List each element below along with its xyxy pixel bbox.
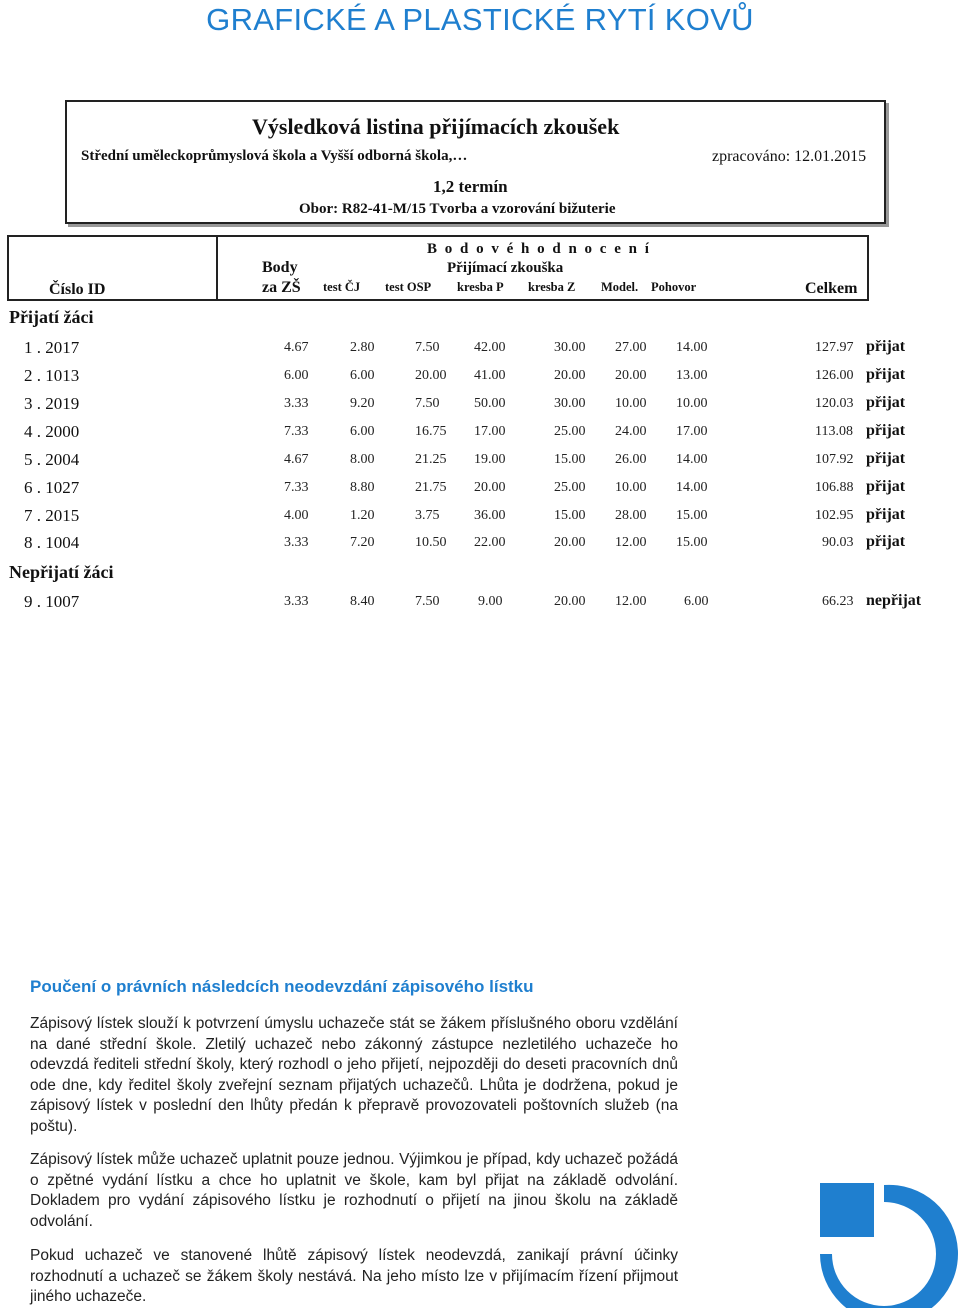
cell-test-cj: 6.00 [350, 424, 375, 439]
exam-group-subtitle: Přijímací zkouška [447, 260, 564, 276]
cell-test-cj: 8.80 [350, 480, 375, 495]
cell-body-zs: 7.33 [284, 424, 309, 439]
table-row [0, 506, 960, 530]
cell-pohovor: 13.00 [676, 368, 708, 383]
cell-model: 12.00 [615, 594, 647, 609]
section-accepted: Přijatí žáci [9, 307, 94, 327]
cell-test-cj: 8.00 [350, 452, 375, 467]
cell-kresba-z: 15.00 [554, 508, 586, 523]
results-title: Výsledková listina přijímacích zkoušek [252, 114, 620, 139]
cell-body-zs: 3.33 [284, 535, 309, 550]
cell-test-cj: 2.80 [350, 340, 375, 355]
cell-body-zs: 3.33 [284, 396, 309, 411]
cell-pohovor: 14.00 [676, 452, 708, 467]
cell-pohovor: 17.00 [676, 424, 708, 439]
cell-kresba-z: 20.00 [554, 535, 586, 550]
cell-kresba-p: 20.00 [474, 480, 506, 495]
notice-paragraph-1: Zápisový lístek slouží k potvrzení úmyslu uchazeče stát se žákem příslušného oboru vzdělání na dané střední škole. Zletilý uchazeč nebo zákonný zástupce nezletilého uchazeče ho odevzdá řediteli střední školy, který rozhodl o jeho přijetí, nejpozději do deseti pracovních dnů ode dne, kdy ředitel školy zveřejní seznam přijatých uchazečů. Lhůta je dodržena, pokud je zápisový lístek v poslední den lhůty předán k přepravě provozovateli poštovních služeb (na poštu). [30, 1015, 678, 1135]
cell-result: přijat [866, 422, 906, 439]
notice-title: Poučení o právních následcích neodevzdání zápisového lístku [30, 977, 534, 996]
cell-model: 10.00 [615, 396, 647, 411]
cell-model: 28.00 [615, 508, 647, 523]
cell-kresba-p: 42.00 [474, 340, 506, 355]
cell-total: 102.95 [815, 508, 854, 523]
cell-result: přijat [866, 506, 906, 523]
row-id: 5 . 2004 [24, 450, 80, 469]
cell-kresba-z: 30.00 [554, 340, 586, 355]
cell-kresba-z: 20.00 [554, 368, 586, 383]
cell-kresba-p: 36.00 [474, 508, 506, 523]
col-celkem: Celkem [805, 280, 858, 297]
cell-pohovor: 10.00 [676, 396, 708, 411]
section-rejected: Nepřijatí žáci [9, 562, 114, 582]
cell-total: 127.97 [815, 340, 854, 355]
table-row [0, 338, 960, 362]
col-id: Číslo ID [49, 281, 106, 298]
cell-total: 120.03 [815, 396, 854, 411]
cell-test-osp: 3.75 [415, 508, 440, 523]
cell-total: 113.08 [815, 424, 853, 439]
cell-pohovor: 14.00 [676, 340, 708, 355]
table-row [0, 394, 960, 418]
cell-total: 90.03 [822, 535, 854, 550]
cell-test-cj: 8.40 [350, 594, 375, 609]
cell-pohovor: 15.00 [676, 535, 708, 550]
cell-kresba-z: 20.00 [554, 594, 586, 609]
cell-kresba-z: 15.00 [554, 452, 586, 467]
cell-body-zs: 4.00 [284, 508, 309, 523]
processed-date: zpracováno: 12.01.2015 [712, 148, 867, 165]
table-row [0, 422, 960, 446]
col-test-osp: test OSP [385, 280, 432, 294]
cell-body-zs: 4.67 [284, 340, 309, 355]
cell-test-osp: 21.25 [415, 452, 447, 467]
cell-test-osp: 21.75 [415, 480, 447, 495]
cell-test-osp: 16.75 [415, 424, 447, 439]
cell-test-osp: 7.50 [415, 594, 440, 609]
cell-test-osp: 7.50 [415, 340, 440, 355]
results-header-box [65, 100, 886, 224]
cell-result: nepřijat [866, 592, 922, 609]
cell-result: přijat [866, 450, 906, 467]
table-row [0, 592, 960, 616]
cell-model: 10.00 [615, 480, 647, 495]
cell-test-cj: 6.00 [350, 368, 375, 383]
col-pohovor: Pohovor [651, 280, 697, 294]
cell-kresba-p: 41.00 [474, 368, 506, 383]
row-id: 2 . 1013 [24, 366, 80, 385]
cell-kresba-p: 22.00 [474, 535, 506, 550]
field-label: Obor: R82-41-M/15 Tvorba a vzorování bižuterie [299, 201, 616, 217]
col-test-cj: test ČJ [323, 280, 361, 294]
cell-model: 24.00 [615, 424, 647, 439]
cell-test-osp: 7.50 [415, 396, 440, 411]
cell-kresba-p: 19.00 [474, 452, 506, 467]
cell-model: 26.00 [615, 452, 647, 467]
page-title: GRAFICKÉ A PLASTICKÉ RYTÍ KOVŮ [206, 2, 754, 37]
col-body-line1: Body [262, 259, 298, 276]
cell-result: přijat [866, 394, 906, 411]
row-id: 4 . 2000 [24, 422, 80, 441]
cell-result: přijat [866, 366, 906, 383]
cell-result: přijat [866, 533, 906, 550]
school-name: Střední uměleckoprůmyslová škola a Vyšší odborná škola,… [81, 148, 468, 164]
col-kresba-p: kresba P [457, 280, 504, 294]
cell-kresba-p: 9.00 [478, 594, 503, 609]
cell-kresba-p: 50.00 [474, 396, 506, 411]
row-id: 6 . 1027 [24, 478, 80, 497]
cell-test-cj: 7.20 [350, 535, 375, 550]
cell-test-osp: 20.00 [415, 368, 447, 383]
cell-test-cj: 1.20 [350, 508, 375, 523]
cell-body-zs: 3.33 [284, 594, 309, 609]
cell-result: přijat [866, 338, 906, 355]
row-id: 1 . 2017 [24, 338, 80, 357]
row-id: 9 . 1007 [24, 592, 80, 611]
cell-body-zs: 4.67 [284, 452, 309, 467]
cell-body-zs: 7.33 [284, 480, 309, 495]
cell-result: přijat [866, 478, 906, 495]
col-kresba-z: kresba Z [528, 280, 576, 294]
notice-paragraph-3: Pokud uchazeč ve stanovené lhůtě zápisový lístek neodevzdá, zanikají právní účinky rozhodnutí a uchazeč se žákem školy nestává. Na jeho místo lze v přijímacím řízení přijmout jiného uchazeče. [30, 1247, 678, 1305]
table-row [0, 366, 960, 390]
cell-total: 107.92 [815, 452, 854, 467]
column-divider [216, 237, 218, 299]
cell-model: 12.00 [615, 535, 647, 550]
cell-pohovor: 6.00 [684, 594, 709, 609]
cell-body-zs: 6.00 [284, 368, 309, 383]
cell-model: 27.00 [615, 340, 647, 355]
cell-kresba-z: 25.00 [554, 480, 586, 495]
cell-kresba-p: 17.00 [474, 424, 506, 439]
table-row [0, 478, 960, 502]
notice-paragraph-2: Zápisový lístek může uchazeč uplatnit pouze jednou. Výjimkou je případ, kdy uchazeč požádá o zpětné vydání lístku a chce ho uplatnit ve škole, kam byl přijat na základě odvolání. Dokladem pro vydání zápisového lístku je rozhodnutí o přijetí na jinou školu na základě odvolání. [30, 1151, 678, 1230]
cell-total: 66.23 [822, 594, 854, 609]
scoring-group-title: B o d o v é h o d n o c e n í [427, 241, 651, 257]
cell-test-cj: 9.20 [350, 396, 375, 411]
col-body-line2: za ZŠ [262, 279, 301, 296]
row-id: 7 . 2015 [24, 506, 80, 525]
col-model: Model. [601, 280, 639, 294]
table-row [0, 450, 960, 474]
term-label: 1,2 termín [433, 177, 508, 196]
row-id: 8 . 1004 [24, 533, 80, 552]
cell-pohovor: 14.00 [676, 480, 708, 495]
cell-total: 126.00 [815, 368, 854, 383]
row-id: 3 . 2019 [24, 394, 80, 413]
cell-test-osp: 10.50 [415, 535, 447, 550]
school-logo-icon [820, 1180, 960, 1308]
table-row [0, 533, 960, 557]
column-header-box [7, 235, 869, 301]
cell-total: 106.88 [815, 480, 854, 495]
cell-kresba-z: 30.00 [554, 396, 586, 411]
cell-kresba-z: 25.00 [554, 424, 586, 439]
cell-pohovor: 15.00 [676, 508, 708, 523]
cell-model: 20.00 [615, 368, 647, 383]
